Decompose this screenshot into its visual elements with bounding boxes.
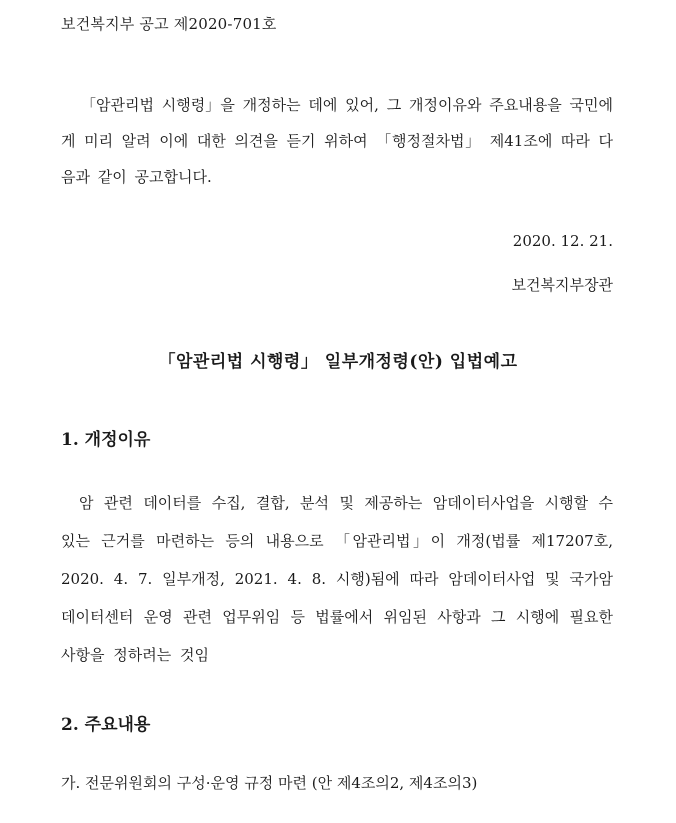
issuer-name: 보건복지부장관 — [511, 276, 613, 294]
section-heading-reason: 1. 개정이유 — [61, 430, 151, 450]
intro-paragraph: 「암관리법 시행령」을 개정하는 데에 있어, 그 개정이유와 주요내용을 국민에게 미리 알려 이에 대한 의견을 듣기 위하여 「행정절차법」 제41조에 따라 다음과 같이 공고합니다. — [61, 96, 613, 186]
notice-number: 보건복지부 공고 제2020-701호 — [61, 15, 277, 33]
notice-date: 2020. 12. 21. — [512, 232, 613, 250]
main-content-item-a: 가. 전문위원회의 구성·운영 규정 마련 (안 제4조의2, 제4조의3) — [61, 774, 478, 792]
notice-title: 「암관리법 시행령」 일부개정령(안) 입법예고 — [158, 352, 518, 372]
section-body-reason: 암 관련 데이터를 수집, 결합, 분석 및 제공하는 암데이터사업을 시행할 수 있는 근거를 마련하는 등의 내용으로 「암관리법」이 개정(법률 제17207호, 2020. 4. 7. 일부개정, 2021. 4. 8. 시행)됨에 따라 암데이터사업 및 국가암데이터센터 운영 관련 업무위임 등 법률에서 위임된 사항과 그 시행에 필요한 사항을 정하려는 것임 — [61, 494, 613, 664]
section-heading-main-content: 2. 주요내용 — [61, 715, 151, 735]
